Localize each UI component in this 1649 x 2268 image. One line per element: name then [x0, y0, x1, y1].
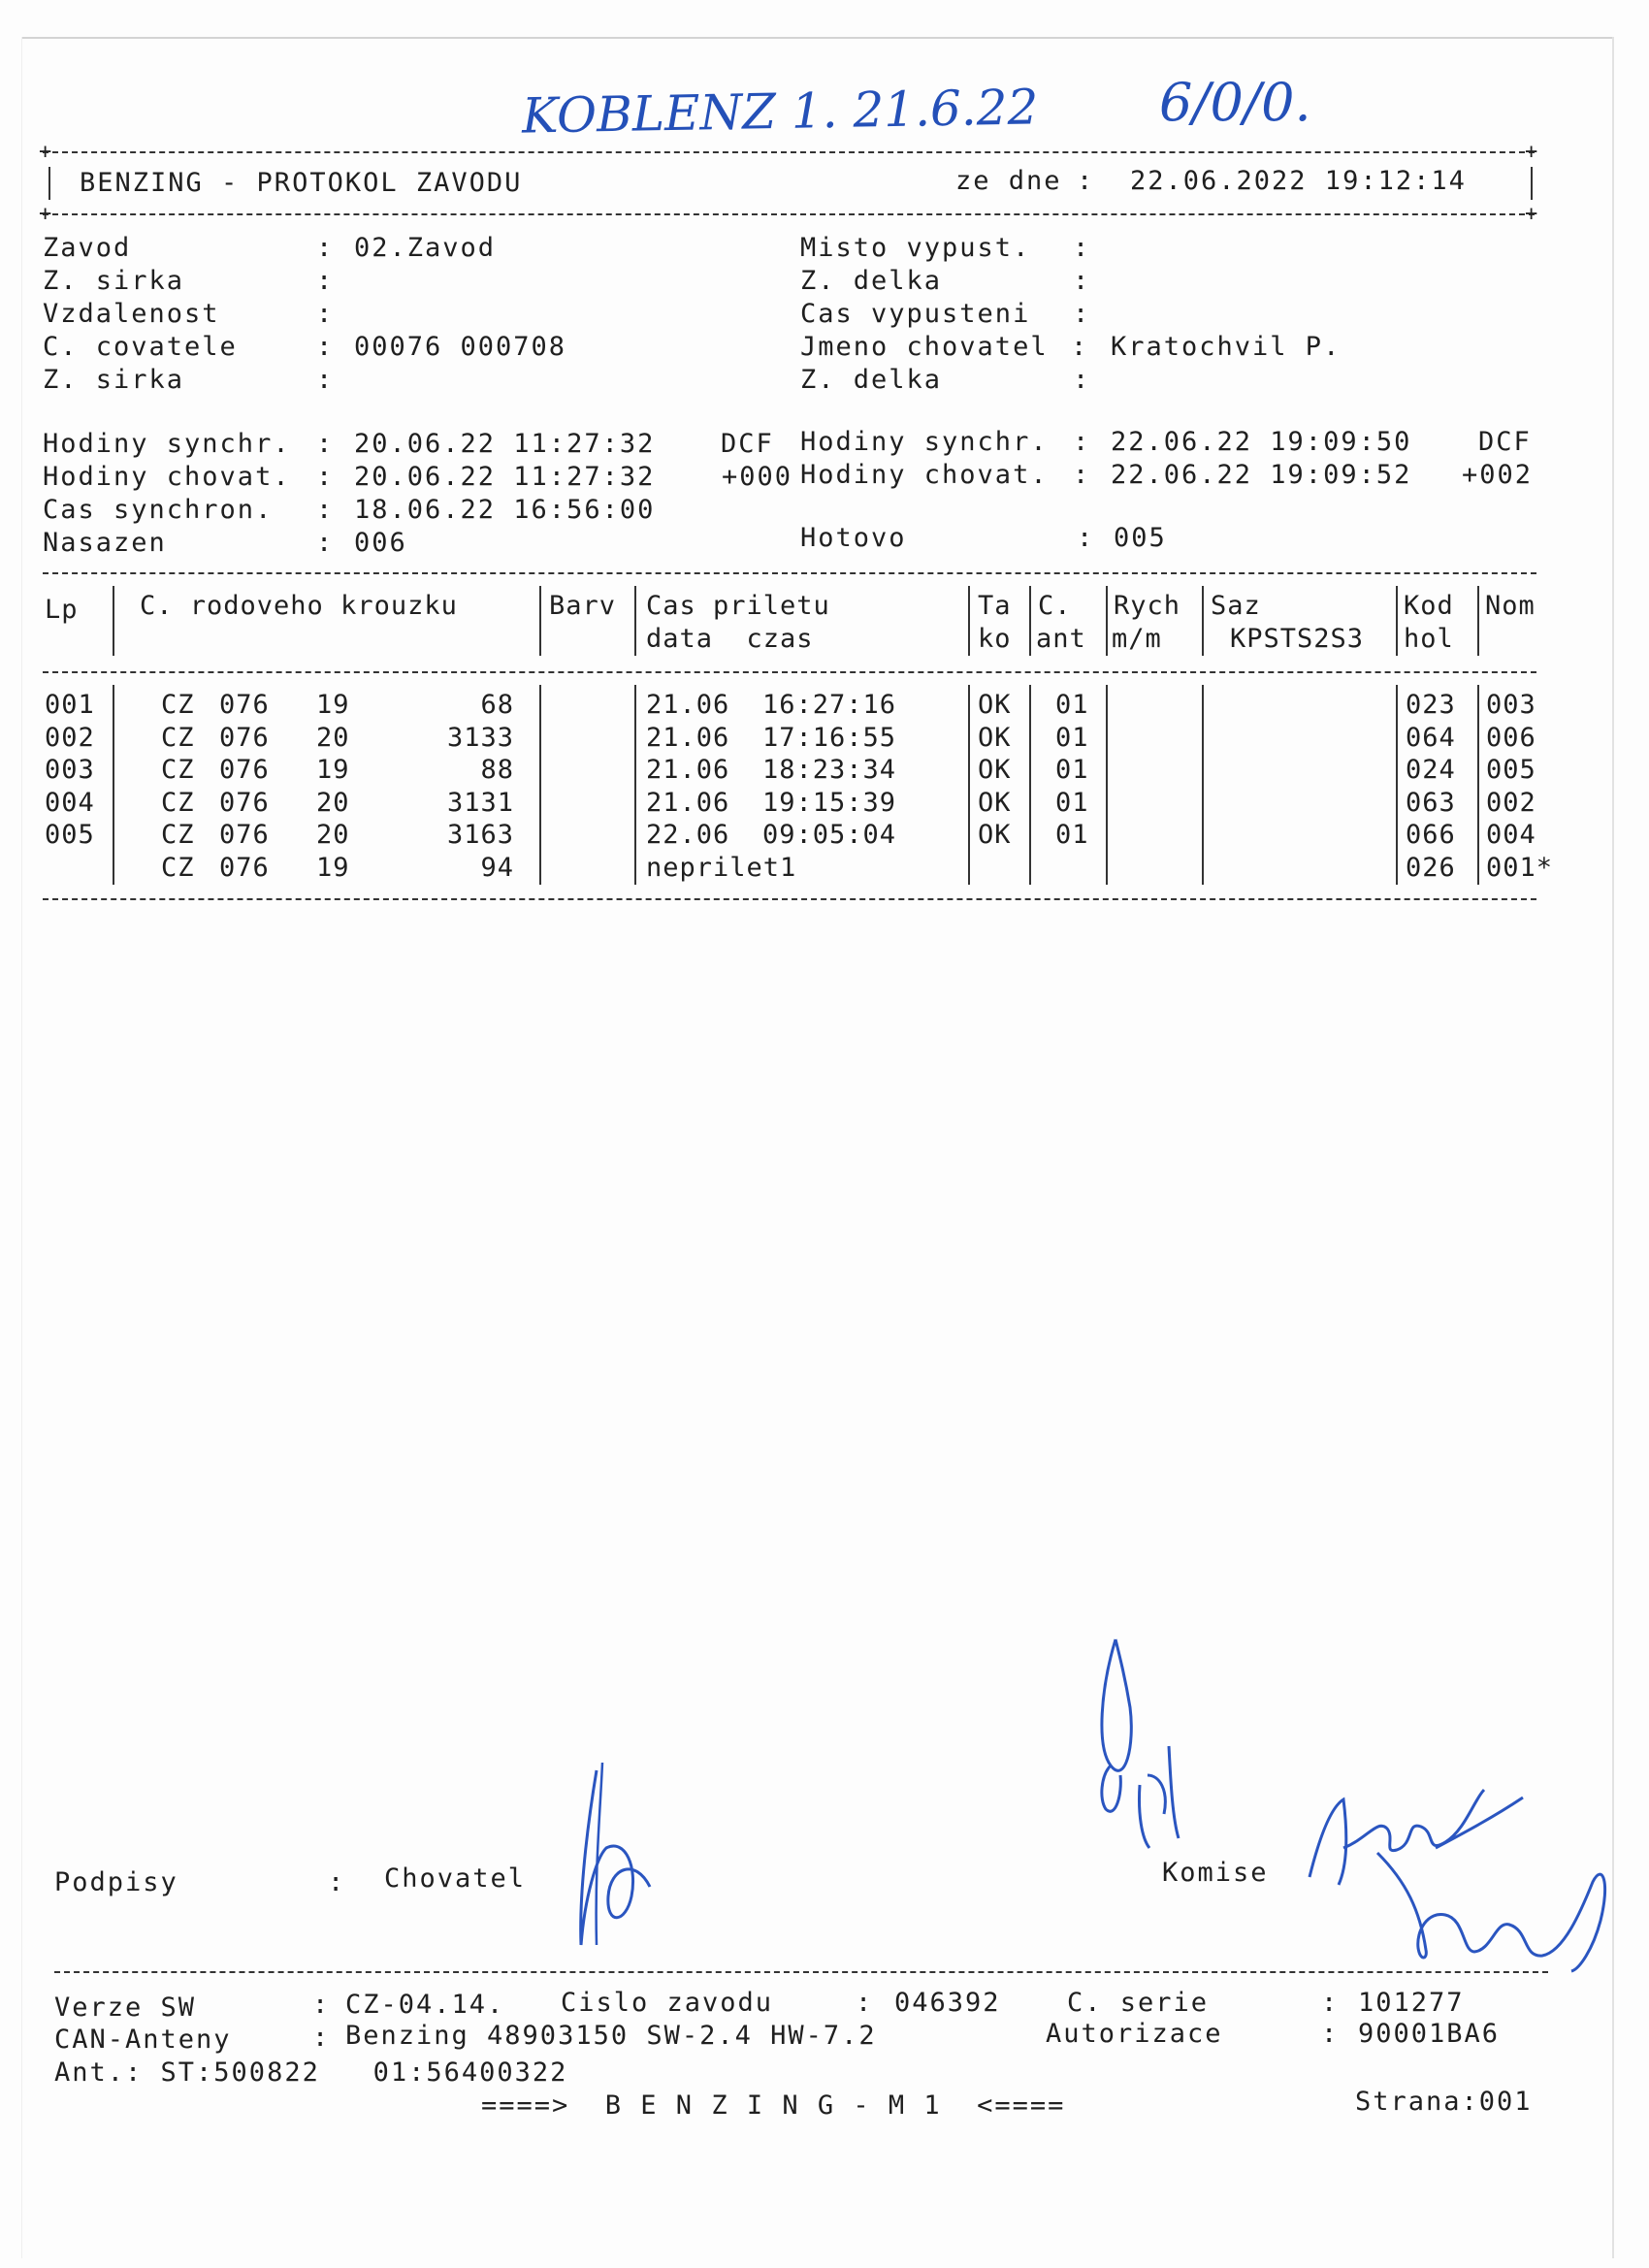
colon: :	[316, 495, 335, 525]
cell-antenna: 01	[1055, 690, 1089, 720]
corner-mark: +	[1525, 140, 1538, 164]
breeder-id: 00076 000708	[354, 332, 567, 362]
info-label: Zavod	[43, 233, 132, 263]
cell-country: CZ	[161, 820, 195, 850]
cell-arrival-date: 21.06	[646, 690, 730, 720]
column-divider	[1106, 685, 1108, 885]
cell-code: 064	[1406, 722, 1456, 753]
header-bet-sub: KPSTS2S3	[1230, 624, 1365, 654]
protocol-date: 22.06.2022 19:12:14	[1130, 166, 1467, 196]
sync-label: Hodiny chovat.	[800, 460, 1049, 490]
cell-arrival-date: 21.06	[646, 755, 730, 785]
colon: :	[316, 462, 335, 492]
sync-suffix: +002	[1462, 460, 1534, 490]
colon: :	[1073, 266, 1091, 296]
sync-suffix: DCF	[721, 429, 774, 459]
header-tako: Ta	[978, 591, 1012, 621]
cell-code: 026	[1406, 852, 1456, 883]
cell-year: 20	[316, 820, 350, 850]
info-label: Z. sirka	[43, 365, 185, 395]
device-brand-line: ====> B E N Z I N G - M 1 <====	[481, 2090, 1066, 2121]
cell-club: 076	[219, 755, 270, 785]
sync-label: Hodiny synchr.	[800, 427, 1049, 457]
cell-code: 063	[1406, 787, 1456, 818]
authorization-label: Autorizace	[1046, 2019, 1223, 2049]
cell-tako: OK	[978, 755, 1012, 785]
header-antenna: C.	[1038, 591, 1072, 621]
colon: :	[316, 332, 335, 362]
cell-lp: 005	[45, 820, 95, 850]
info-label: Cas vypusteni	[800, 299, 1031, 329]
cell-lp: 003	[45, 755, 95, 785]
cell-nom: 003	[1486, 690, 1536, 720]
cell-nom: 006	[1486, 722, 1536, 753]
column-divider	[1396, 586, 1398, 656]
colon: :	[1321, 2019, 1340, 2049]
serial-value: 101277	[1358, 1988, 1465, 2018]
column-divider	[1106, 586, 1108, 656]
antenna-serials: Ant.: ST:500822 01:56400322	[54, 2057, 568, 2088]
colon: :	[328, 1867, 346, 1897]
header-nom: Nom	[1485, 591, 1536, 621]
colon: :	[1077, 166, 1095, 196]
sync-suffix: DCF	[1478, 427, 1532, 457]
cell-nom: 002	[1486, 787, 1536, 818]
race-number-label: Cislo zavodu	[561, 1988, 774, 2018]
cell-tako: OK	[978, 690, 1012, 720]
cell-nom: 001*	[1486, 852, 1554, 883]
column-divider	[1029, 586, 1031, 656]
title-right-border	[1531, 167, 1533, 200]
cell-arrival-time: 19:15:39	[762, 787, 897, 818]
column-divider	[968, 586, 970, 656]
cell-arrival-date: 21.06	[646, 787, 730, 818]
table-header-border	[43, 671, 1536, 673]
corner-mark: +	[1525, 202, 1538, 226]
colon: :	[1077, 523, 1095, 553]
colon: :	[316, 233, 335, 263]
scan-edge	[21, 37, 1612, 39]
column-divider	[1202, 586, 1204, 656]
info-value: 02.Zavod	[354, 233, 497, 263]
header-speed: Rych	[1114, 591, 1181, 621]
breeder-name: Kratochvil P.	[1111, 332, 1342, 362]
cell-ring-number: 68	[480, 690, 514, 720]
colon: :	[316, 528, 335, 558]
cell-club: 076	[219, 820, 270, 850]
colon: :	[312, 1990, 331, 2020]
colon: :	[1073, 427, 1091, 457]
page-number: Strana:001	[1355, 2087, 1533, 2117]
protocol-title: BENZING - PROTOKOL ZAVODU	[80, 168, 523, 198]
column-divider	[539, 586, 541, 656]
cell-club: 076	[219, 852, 270, 883]
footer-divider	[54, 1971, 1548, 1973]
basketed-count: 006	[354, 528, 407, 558]
cell-ring-number: 94	[480, 852, 514, 883]
sync-label: Hodiny chovat.	[43, 462, 291, 492]
info-label: Z. sirka	[43, 266, 185, 296]
owner-signature	[567, 1751, 674, 1955]
column-divider	[634, 685, 636, 885]
column-divider	[1029, 685, 1031, 885]
cell-lp: 002	[45, 722, 95, 753]
colon: :	[316, 299, 335, 329]
cell-year: 20	[316, 722, 350, 753]
column-divider	[1477, 685, 1479, 885]
cell-code: 066	[1406, 820, 1456, 850]
commission-signature-1	[1091, 1630, 1208, 1853]
info-label: Jmeno chovatel	[800, 332, 1049, 362]
column-divider	[1202, 685, 1204, 885]
cell-antenna: 01	[1055, 787, 1089, 818]
header-code-sub: hol	[1404, 624, 1454, 654]
sync-value: 20.06.22 11:27:32	[354, 462, 656, 492]
cell-country: CZ	[161, 787, 195, 818]
colon: :	[316, 365, 335, 395]
commission-signature-3	[1339, 1843, 1620, 1979]
sync-value: 22.06.22 19:09:50	[1111, 427, 1412, 457]
colon: :	[316, 429, 335, 459]
cell-arrival-time: 18:23:34	[762, 755, 897, 785]
sync-suffix: +000	[722, 462, 793, 492]
colon: :	[316, 266, 335, 296]
cell-code: 024	[1406, 755, 1456, 785]
sync-label: Cas synchron.	[43, 495, 274, 525]
handwritten-score-note: 6/0/0.	[1159, 72, 1311, 133]
info-label: Z. delka	[800, 266, 943, 296]
table-top-border	[43, 572, 1536, 574]
cell-code: 023	[1406, 690, 1456, 720]
sw-version-label: Verze SW	[54, 1993, 197, 2023]
cell-arrival-date: 21.06	[646, 722, 730, 753]
header-antenna-sub: ant	[1036, 624, 1086, 654]
header-ring: C. rodoveho krouzku	[140, 591, 458, 621]
cell-tako: OK	[978, 722, 1012, 753]
cell-year: 19	[316, 852, 350, 883]
colon: :	[856, 1988, 874, 2018]
sync-label: Nasazen	[43, 528, 167, 558]
cell-club: 076	[219, 787, 270, 818]
header-tako-sub: ko	[978, 624, 1012, 654]
sync-label: Hotovo	[800, 523, 907, 553]
colon: :	[1073, 299, 1091, 329]
corner-mark: +	[39, 202, 52, 226]
cell-arrival-time: 09:05:04	[762, 820, 897, 850]
info-label: Vzdalenost	[43, 299, 220, 329]
info-label: Z. delka	[800, 365, 943, 395]
column-divider	[1477, 586, 1479, 656]
serial-label: C. serie	[1067, 1988, 1210, 2018]
header-bet: Saz	[1211, 591, 1261, 621]
cell-ring-number: 88	[480, 755, 514, 785]
cell-arrival-time: 16:27:16	[762, 690, 897, 720]
cell-antenna: 01	[1055, 755, 1089, 785]
info-label: C. covatele	[43, 332, 238, 362]
cell-club: 076	[219, 690, 270, 720]
race-number-value: 046392	[894, 1988, 1001, 2018]
header-arrival: Cas priletu	[646, 591, 830, 621]
table-bottom-border	[43, 898, 1536, 900]
title-left-border	[48, 167, 50, 200]
sw-version-value: CZ-04.14.	[345, 1990, 505, 2020]
header-speed-sub: m/m	[1112, 624, 1162, 654]
column-divider	[113, 586, 114, 656]
column-divider	[113, 685, 114, 885]
can-antenna-value: Benzing 48903150 SW-2.4 HW-7.2	[345, 2021, 877, 2051]
handwritten-location-note: KOBLENZ 1. 21.6.22	[521, 79, 1039, 145]
cell-lp: 001	[45, 690, 95, 720]
cell-arrival-time: 17:16:55	[762, 722, 897, 753]
date-label: ze dne	[955, 166, 1062, 196]
done-count: 005	[1114, 523, 1167, 553]
scan-edge	[21, 37, 22, 2258]
colon: :	[1071, 332, 1089, 362]
cell-antenna: 01	[1055, 722, 1089, 753]
header-color: Barv	[549, 591, 617, 621]
cell-arrival-date: 22.06	[646, 820, 730, 850]
colon: :	[1321, 1988, 1340, 2018]
cell-year: 19	[316, 690, 350, 720]
cell-tako: OK	[978, 820, 1012, 850]
cell-ring-number: 3131	[446, 787, 514, 818]
cell-year: 20	[316, 787, 350, 818]
cell-arrival-date: neprilet1	[646, 852, 797, 883]
sync-label: Hodiny synchr.	[43, 429, 291, 459]
cell-country: CZ	[161, 722, 195, 753]
cell-tako: OK	[978, 787, 1012, 818]
owner-signature-label: Chovatel	[384, 1863, 527, 1894]
column-divider	[539, 685, 541, 885]
sync-value: 22.06.22 19:09:52	[1111, 460, 1412, 490]
column-divider	[968, 685, 970, 885]
authorization-value: 90001BA6	[1358, 2019, 1501, 2049]
cell-antenna: 01	[1055, 820, 1089, 850]
cell-nom: 004	[1486, 820, 1536, 850]
commission-signature-label: Komise	[1162, 1858, 1269, 1888]
cell-ring-number: 3163	[446, 820, 514, 850]
sync-value: 18.06.22 16:56:00	[354, 495, 656, 525]
cell-nom: 005	[1486, 755, 1536, 785]
cell-country: CZ	[161, 852, 195, 883]
info-label: Misto vypust.	[800, 233, 1031, 263]
cell-country: CZ	[161, 755, 195, 785]
cell-ring-number: 3133	[446, 722, 514, 753]
cell-lp: 004	[45, 787, 95, 818]
can-antenna-label: CAN-Anteny	[54, 2025, 232, 2055]
colon: :	[1073, 233, 1091, 263]
header-code: Kod	[1404, 591, 1454, 621]
colon: :	[1073, 460, 1091, 490]
sync-value: 20.06.22 11:27:32	[354, 429, 656, 459]
column-divider	[634, 586, 636, 656]
signatures-label: Podpisy	[54, 1867, 178, 1897]
header-arrival-sub: data czas	[646, 624, 814, 654]
title-bottom-border	[43, 213, 1535, 215]
colon: :	[1073, 365, 1091, 395]
colon: :	[312, 2023, 331, 2053]
cell-club: 076	[219, 722, 270, 753]
header-lp: Lp	[45, 595, 79, 625]
cell-year: 19	[316, 755, 350, 785]
corner-mark: +	[39, 140, 52, 164]
title-top-border	[43, 151, 1535, 153]
cell-country: CZ	[161, 690, 195, 720]
column-divider	[1396, 685, 1398, 885]
